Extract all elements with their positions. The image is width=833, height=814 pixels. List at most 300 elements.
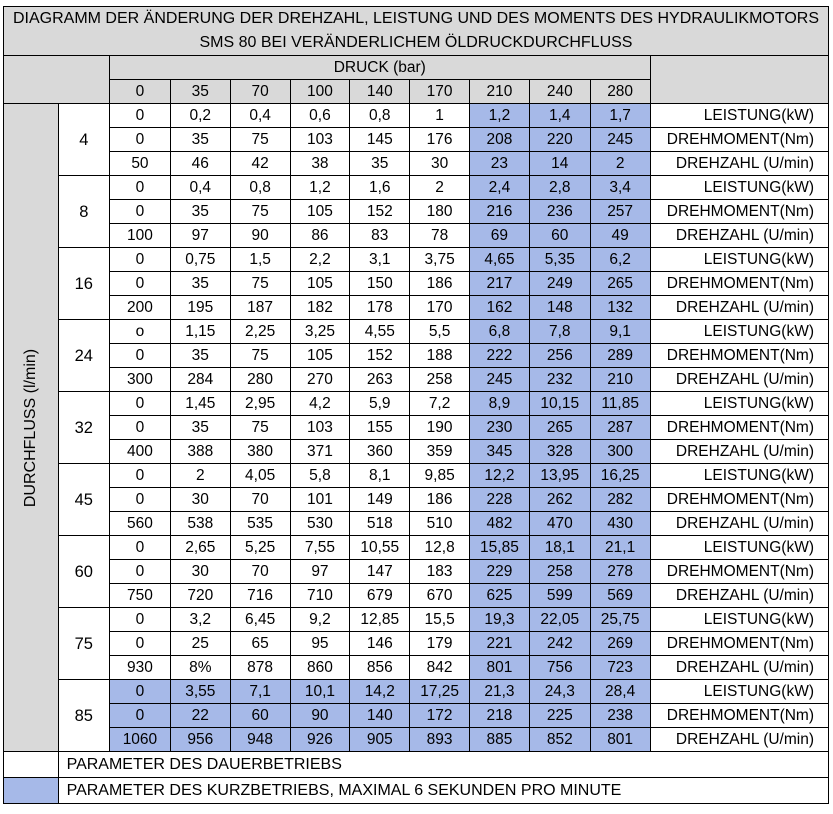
- table-row: [4, 680, 829, 704]
- data-cell: 14,2: [350, 680, 410, 704]
- data-cell: 187: [230, 296, 290, 320]
- data-cell: 801: [470, 656, 530, 680]
- data-cell: 926: [290, 728, 350, 752]
- data-cell: 200: [110, 296, 171, 320]
- data-cell: 105: [290, 272, 350, 296]
- data-cell: 35: [350, 152, 410, 176]
- pressure-value: 100: [290, 80, 350, 104]
- data-cell: 1: [410, 104, 470, 128]
- data-cell: 3,75: [410, 248, 470, 272]
- data-cell: 25: [170, 632, 230, 656]
- unit-label: DREHMOMENT(Nm): [650, 416, 828, 440]
- data-cell: 222: [470, 344, 530, 368]
- legend-row: [4, 752, 829, 778]
- data-cell: 146: [350, 632, 410, 656]
- data-cell: 0,8: [230, 176, 290, 200]
- unit-label: LEISTUNG(kW): [650, 104, 828, 128]
- data-cell: 284: [170, 368, 230, 392]
- unit-label: LEISTUNG(kW): [650, 464, 828, 488]
- data-cell: 105: [290, 344, 350, 368]
- data-cell: 5,8: [290, 464, 350, 488]
- data-cell: 60: [230, 704, 290, 728]
- unit-label: DREHMOMENT(Nm): [650, 200, 828, 224]
- flow-value: 16: [58, 248, 109, 320]
- data-cell: 42: [230, 152, 290, 176]
- table-row: [4, 344, 829, 368]
- data-cell: 35: [170, 344, 230, 368]
- data-cell: 147: [350, 560, 410, 584]
- data-cell: 0: [110, 464, 171, 488]
- data-cell: 7,8: [529, 320, 590, 344]
- table-row: [4, 608, 829, 632]
- data-cell: 948: [230, 728, 290, 752]
- data-cell: 15,85: [470, 536, 530, 560]
- flow-value: 60: [58, 536, 109, 608]
- data-cell: 0: [110, 344, 171, 368]
- data-cell: 3,55: [170, 680, 230, 704]
- data-cell: 97: [170, 224, 230, 248]
- data-cell: 0: [110, 632, 171, 656]
- table-row: [4, 272, 829, 296]
- unit-label: DREHZAHL (U/min): [650, 656, 828, 680]
- data-cell: 145: [350, 128, 410, 152]
- data-cell: 3,4: [590, 176, 650, 200]
- data-cell: 1,4: [529, 104, 590, 128]
- flow-axis-label: [4, 104, 59, 752]
- data-cell: 1,5: [230, 248, 290, 272]
- data-cell: 2,4: [470, 176, 530, 200]
- data-cell: 300: [110, 368, 171, 392]
- data-cell: 103: [290, 416, 350, 440]
- unit-label: LEISTUNG(kW): [650, 608, 828, 632]
- data-cell: 801: [590, 728, 650, 752]
- data-cell: 230: [470, 416, 530, 440]
- data-cell: 679: [350, 584, 410, 608]
- unit-label: DREHMOMENT(Nm): [650, 128, 828, 152]
- flow-value: 24: [58, 320, 109, 392]
- unit-label: DREHMOMENT(Nm): [650, 704, 828, 728]
- data-cell: 220: [529, 128, 590, 152]
- data-cell: 23: [470, 152, 530, 176]
- flow-value: 4: [58, 104, 109, 176]
- pressure-value: 240: [529, 80, 590, 104]
- data-cell: 280: [230, 368, 290, 392]
- data-cell: 852: [529, 728, 590, 752]
- pressure-value: 280: [590, 80, 650, 104]
- data-cell: 470: [529, 512, 590, 536]
- data-cell: 35: [170, 128, 230, 152]
- flow-value: 32: [58, 392, 109, 464]
- data-cell: 65: [230, 632, 290, 656]
- unit-label: DREHZAHL (U/min): [650, 152, 828, 176]
- data-cell: 105: [290, 200, 350, 224]
- data-cell: 75: [230, 416, 290, 440]
- data-cell: 14: [529, 152, 590, 176]
- data-cell: 5,5: [410, 320, 470, 344]
- data-cell: 1,15: [170, 320, 230, 344]
- data-cell: 30: [410, 152, 470, 176]
- data-cell: 152: [350, 200, 410, 224]
- data-cell: 152: [350, 344, 410, 368]
- table-row: [4, 104, 829, 128]
- data-cell: 182: [290, 296, 350, 320]
- data-cell: 150: [350, 272, 410, 296]
- data-cell: 1,6: [350, 176, 410, 200]
- data-cell: 186: [410, 488, 470, 512]
- data-cell: 25,75: [590, 608, 650, 632]
- data-cell: 842: [410, 656, 470, 680]
- data-cell: 183: [410, 560, 470, 584]
- data-cell: 6,2: [590, 248, 650, 272]
- data-cell: 60: [529, 224, 590, 248]
- data-cell: 5,9: [350, 392, 410, 416]
- pressure-value: 70: [230, 80, 290, 104]
- data-cell: 178: [350, 296, 410, 320]
- data-cell: 75: [230, 200, 290, 224]
- data-cell: 750: [110, 584, 171, 608]
- data-cell: 8,1: [350, 464, 410, 488]
- unit-label: DREHZAHL (U/min): [650, 512, 828, 536]
- unit-label: LEISTUNG(kW): [650, 680, 828, 704]
- table-row: [4, 176, 829, 200]
- data-cell: 7,2: [410, 392, 470, 416]
- data-cell: 265: [529, 416, 590, 440]
- data-cell: 4,05: [230, 464, 290, 488]
- data-cell: 22,05: [529, 608, 590, 632]
- data-cell: 710: [290, 584, 350, 608]
- table-row: [4, 488, 829, 512]
- data-cell: 893: [410, 728, 470, 752]
- data-cell: 149: [350, 488, 410, 512]
- data-cell: 257: [590, 200, 650, 224]
- unit-label: LEISTUNG(kW): [650, 536, 828, 560]
- data-cell: 359: [410, 440, 470, 464]
- data-cell: 28,4: [590, 680, 650, 704]
- table-row: [4, 560, 829, 584]
- data-cell: 599: [529, 584, 590, 608]
- data-cell: 856: [350, 656, 410, 680]
- data-cell: 132: [590, 296, 650, 320]
- table-row: [4, 728, 829, 752]
- data-cell: 9,1: [590, 320, 650, 344]
- table-row: [4, 512, 829, 536]
- data-cell: 30: [170, 560, 230, 584]
- data-cell: 380: [230, 440, 290, 464]
- data-cell: 35: [170, 200, 230, 224]
- data-cell: 0: [110, 200, 171, 224]
- legend-continuous-swatch: [4, 752, 59, 778]
- data-cell: 0: [110, 680, 171, 704]
- data-cell: 0: [110, 128, 171, 152]
- data-cell: 242: [529, 632, 590, 656]
- legend-short-text: PARAMETER DES KURZBETRIEBS, MAXIMAL 6 SEKUNDEN PRO MINUTE: [58, 778, 828, 804]
- table-row: [4, 200, 829, 224]
- data-cell: 7,55: [290, 536, 350, 560]
- legend-continuous-text: PARAMETER DES DAUERBETRIEBS: [58, 752, 828, 778]
- data-cell: 720: [170, 584, 230, 608]
- data-cell: 50: [110, 152, 171, 176]
- data-cell: 538: [170, 512, 230, 536]
- legend-row: [4, 778, 829, 804]
- data-cell: 69: [470, 224, 530, 248]
- data-cell: 345: [470, 440, 530, 464]
- unit-label: DREHZAHL (U/min): [650, 728, 828, 752]
- data-cell: 70: [230, 488, 290, 512]
- data-cell: 86: [290, 224, 350, 248]
- data-cell: 0,75: [170, 248, 230, 272]
- data-cell: 670: [410, 584, 470, 608]
- unit-label: LEISTUNG(kW): [650, 176, 828, 200]
- unit-label: DREHMOMENT(Nm): [650, 272, 828, 296]
- data-cell: 265: [590, 272, 650, 296]
- data-cell: 258: [529, 560, 590, 584]
- data-cell: 179: [410, 632, 470, 656]
- table-row: [4, 464, 829, 488]
- data-cell: 371: [290, 440, 350, 464]
- data-cell: 905: [350, 728, 410, 752]
- table-row: [4, 128, 829, 152]
- pressure-header: DRUCK (bar): [110, 56, 651, 80]
- data-cell: 262: [529, 488, 590, 512]
- data-cell: 482: [470, 512, 530, 536]
- data-cell: 0: [110, 536, 171, 560]
- data-cell: 560: [110, 512, 171, 536]
- unit-label: LEISTUNG(kW): [650, 392, 828, 416]
- data-cell: 0: [110, 416, 171, 440]
- data-cell: 101: [290, 488, 350, 512]
- data-cell: 228: [470, 488, 530, 512]
- data-cell: 46: [170, 152, 230, 176]
- data-cell: 2: [170, 464, 230, 488]
- data-cell: 0,4: [170, 176, 230, 200]
- data-cell: 510: [410, 512, 470, 536]
- data-cell: 0,2: [170, 104, 230, 128]
- data-cell: 8%: [170, 656, 230, 680]
- unit-label: LEISTUNG(kW): [650, 320, 828, 344]
- data-cell: 15,5: [410, 608, 470, 632]
- data-cell: 569: [590, 584, 650, 608]
- data-cell: 625: [470, 584, 530, 608]
- data-cell: 1,2: [290, 176, 350, 200]
- data-cell: 2,65: [170, 536, 230, 560]
- data-cell: 97: [290, 560, 350, 584]
- data-cell: 518: [350, 512, 410, 536]
- data-cell: 21,1: [590, 536, 650, 560]
- data-cell: 35: [170, 272, 230, 296]
- data-cell: 6,45: [230, 608, 290, 632]
- data-cell: 263: [350, 368, 410, 392]
- data-cell: 1060: [110, 728, 171, 752]
- data-cell: 217: [470, 272, 530, 296]
- data-cell: 0: [110, 248, 171, 272]
- data-cell: 2: [590, 152, 650, 176]
- unit-label: DREHZAHL (U/min): [650, 440, 828, 464]
- data-cell: 75: [230, 128, 290, 152]
- data-cell: o: [110, 320, 171, 344]
- data-cell: 716: [230, 584, 290, 608]
- data-cell: 78: [410, 224, 470, 248]
- data-cell: 2,95: [230, 392, 290, 416]
- data-cell: 195: [170, 296, 230, 320]
- table-row: [4, 320, 829, 344]
- table-row: [4, 536, 829, 560]
- data-cell: 430: [590, 512, 650, 536]
- data-cell: 12,85: [350, 608, 410, 632]
- data-cell: 0: [110, 560, 171, 584]
- data-cell: 21,3: [470, 680, 530, 704]
- data-cell: 229: [470, 560, 530, 584]
- table-row: [4, 368, 829, 392]
- data-cell: 186: [410, 272, 470, 296]
- data-cell: 258: [410, 368, 470, 392]
- table-row: [4, 248, 829, 272]
- data-cell: 140: [350, 704, 410, 728]
- data-cell: 3,25: [290, 320, 350, 344]
- unit-label: DREHMOMENT(Nm): [650, 560, 828, 584]
- pressure-value: 0: [110, 80, 171, 104]
- flow-value: 75: [58, 608, 109, 680]
- pressure-value: 170: [410, 80, 470, 104]
- data-cell: 1,2: [470, 104, 530, 128]
- data-cell: 0,8: [350, 104, 410, 128]
- motor-data-table: [3, 6, 829, 804]
- data-cell: 11,85: [590, 392, 650, 416]
- data-cell: 0,6: [290, 104, 350, 128]
- data-cell: 22: [170, 704, 230, 728]
- data-cell: 100: [110, 224, 171, 248]
- data-cell: 148: [529, 296, 590, 320]
- data-cell: 95: [290, 632, 350, 656]
- data-cell: 225: [529, 704, 590, 728]
- data-cell: 172: [410, 704, 470, 728]
- data-cell: 885: [470, 728, 530, 752]
- data-cell: 188: [410, 344, 470, 368]
- data-cell: 155: [350, 416, 410, 440]
- data-cell: 1,45: [170, 392, 230, 416]
- table-row: [4, 440, 829, 464]
- data-cell: 30: [170, 488, 230, 512]
- unit-label: DREHZAHL (U/min): [650, 584, 828, 608]
- data-cell: 256: [529, 344, 590, 368]
- table-row: [4, 224, 829, 248]
- data-cell: 16,25: [590, 464, 650, 488]
- data-cell: 35: [170, 416, 230, 440]
- data-cell: 2,2: [290, 248, 350, 272]
- data-cell: 162: [470, 296, 530, 320]
- data-cell: 170: [410, 296, 470, 320]
- table-row: [4, 152, 829, 176]
- data-cell: 190: [410, 416, 470, 440]
- data-cell: 400: [110, 440, 171, 464]
- data-cell: 956: [170, 728, 230, 752]
- data-cell: 535: [230, 512, 290, 536]
- data-cell: 10,55: [350, 536, 410, 560]
- data-cell: 756: [529, 656, 590, 680]
- data-cell: 208: [470, 128, 530, 152]
- data-cell: 75: [230, 344, 290, 368]
- unit-label: DREHZAHL (U/min): [650, 368, 828, 392]
- data-cell: 878: [230, 656, 290, 680]
- unit-label: DREHMOMENT(Nm): [650, 344, 828, 368]
- data-cell: 287: [590, 416, 650, 440]
- data-cell: 0: [110, 104, 171, 128]
- data-cell: 0: [110, 272, 171, 296]
- data-cell: 83: [350, 224, 410, 248]
- data-cell: 245: [470, 368, 530, 392]
- data-cell: 38: [290, 152, 350, 176]
- unit-header-cell: [650, 56, 828, 104]
- data-cell: 0: [110, 176, 171, 200]
- data-cell: 269: [590, 632, 650, 656]
- data-cell: 360: [350, 440, 410, 464]
- data-cell: 24,3: [529, 680, 590, 704]
- data-cell: 216: [470, 200, 530, 224]
- data-cell: 4,65: [470, 248, 530, 272]
- pressure-value: 140: [350, 80, 410, 104]
- data-cell: 300: [590, 440, 650, 464]
- data-cell: 13,95: [529, 464, 590, 488]
- data-cell: 218: [470, 704, 530, 728]
- flow-axis-label-text: DURCHFLUSS (l/min): [21, 348, 39, 507]
- data-cell: 3,1: [350, 248, 410, 272]
- table-row: [4, 656, 829, 680]
- pressure-value: 35: [170, 80, 230, 104]
- data-cell: 860: [290, 656, 350, 680]
- data-cell: 236: [529, 200, 590, 224]
- data-cell: 2,25: [230, 320, 290, 344]
- data-cell: 289: [590, 344, 650, 368]
- unit-label: DREHZAHL (U/min): [650, 224, 828, 248]
- data-cell: 2,8: [529, 176, 590, 200]
- unit-label: DREHZAHL (U/min): [650, 296, 828, 320]
- unit-label: DREHMOMENT(Nm): [650, 632, 828, 656]
- table-title: DIAGRAMM DER ÄNDERUNG DER DREHZAHL, LEISTUNG UND DES MOMENTS DES HYDRAULIKMOTORS SMS 80 BEI VERÄNDERLICHEM ÖLDRUCKDURCHFLUSS: [4, 7, 829, 56]
- data-cell: 0: [110, 392, 171, 416]
- table-row: [4, 392, 829, 416]
- data-cell: 7,1: [230, 680, 290, 704]
- table-row: [4, 632, 829, 656]
- table-row: [4, 296, 829, 320]
- corner-cell: [4, 56, 110, 104]
- table-row: [4, 416, 829, 440]
- data-cell: 238: [590, 704, 650, 728]
- data-cell: 0,4: [230, 104, 290, 128]
- data-cell: 12,8: [410, 536, 470, 560]
- data-cell: 3,2: [170, 608, 230, 632]
- legend-short-swatch: [4, 778, 59, 804]
- data-cell: 221: [470, 632, 530, 656]
- data-cell: 90: [290, 704, 350, 728]
- data-cell: 9,85: [410, 464, 470, 488]
- data-cell: 176: [410, 128, 470, 152]
- data-cell: 0: [110, 704, 171, 728]
- data-cell: 12,2: [470, 464, 530, 488]
- data-cell: 270: [290, 368, 350, 392]
- pressure-value: 210: [470, 80, 530, 104]
- flow-value: 8: [58, 176, 109, 248]
- data-cell: 4,55: [350, 320, 410, 344]
- data-cell: 530: [290, 512, 350, 536]
- data-cell: 18,1: [529, 536, 590, 560]
- data-cell: 282: [590, 488, 650, 512]
- data-cell: 5,35: [529, 248, 590, 272]
- data-cell: 249: [529, 272, 590, 296]
- data-cell: 930: [110, 656, 171, 680]
- data-cell: 70: [230, 560, 290, 584]
- data-cell: 10,15: [529, 392, 590, 416]
- data-cell: 180: [410, 200, 470, 224]
- data-cell: 8,9: [470, 392, 530, 416]
